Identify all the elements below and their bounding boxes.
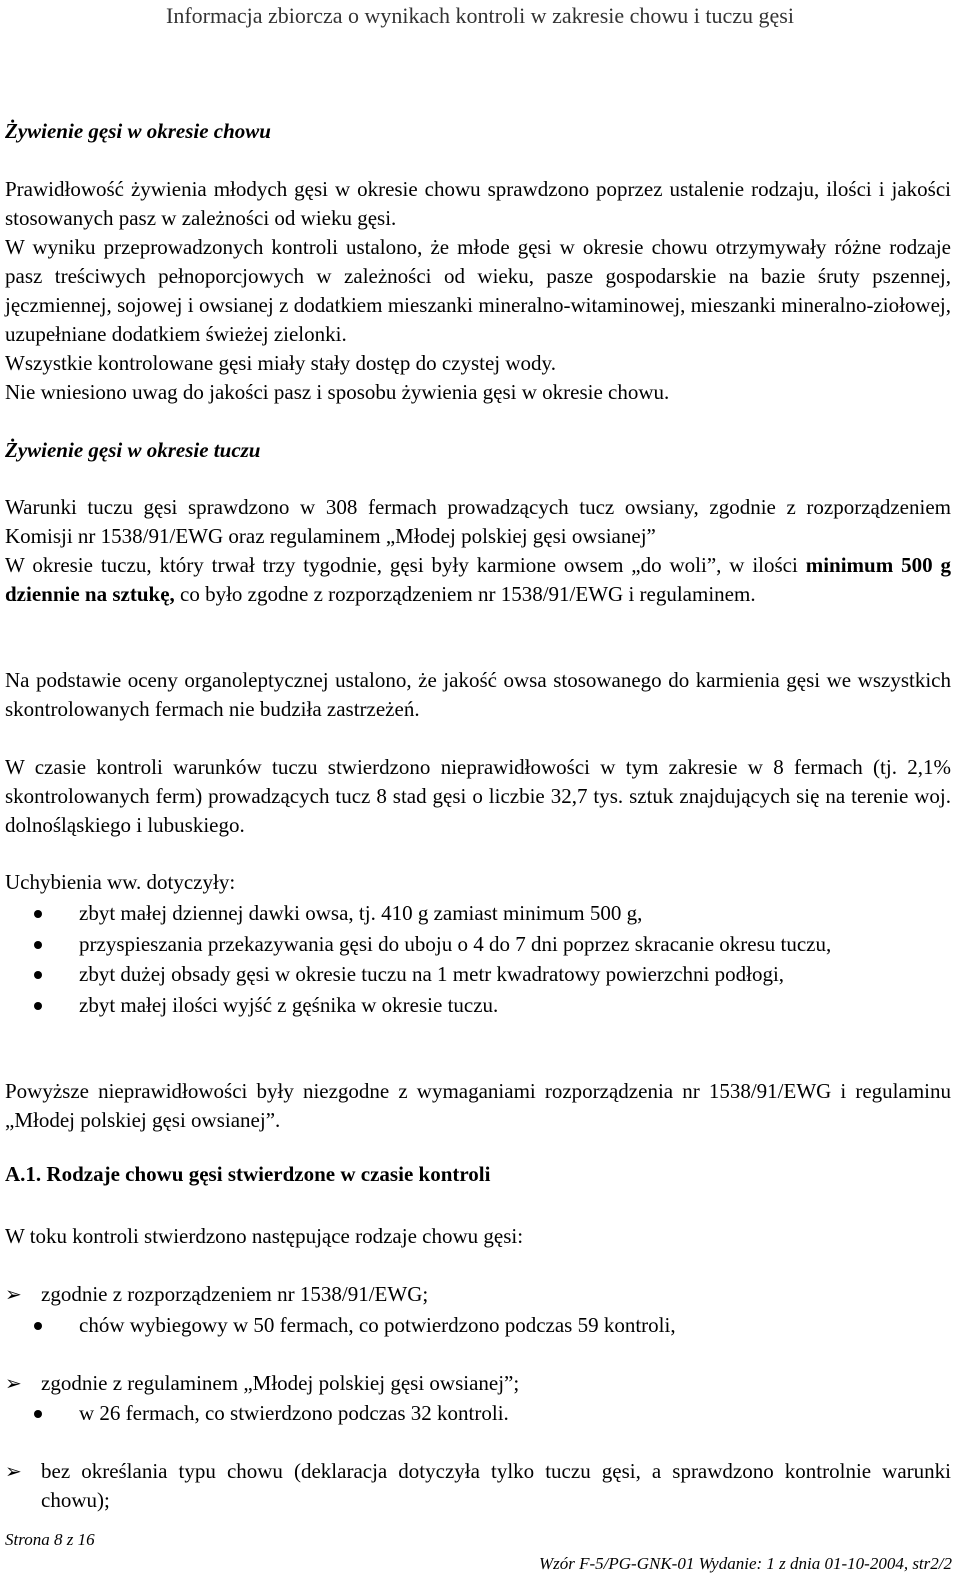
paragraph bbox=[5, 493, 951, 609]
paragraph-text: Na podstawie oceny organoleptycznej ustalono, że jakość owsa stosowanego do karmienia gęsi we wszystkich skontrolowanych fermach nie budziła zastrzeżeń. bbox=[5, 668, 951, 721]
text-run: W okresie tuczu, który trwał trzy tygodnie, gęsi były karmione owsem „do woli”, w ilości bbox=[5, 553, 806, 577]
paragraph-text bbox=[5, 551, 951, 609]
section-heading-feeding-rearing: Żywienie gęsi w okresie chowu bbox=[5, 119, 271, 143]
section-heading-feeding-fattening: Żywienie gęsi w okresie tuczu bbox=[5, 438, 261, 462]
paragraph-text: Wszystkie kontrolowane gęsi miały stały dostęp do czystej wody. bbox=[5, 351, 556, 375]
section-heading-rearing-types: A.1. Rodzaje chowu gęsi stwierdzone w czasie kontroli bbox=[5, 1162, 491, 1186]
text-run-bold: minimum 500 g dziennie na sztukę, bbox=[5, 553, 951, 606]
list-item-text: zgodnie z regulaminem „Młodej polskiej gęsi owsianej”; bbox=[41, 1371, 520, 1395]
arrow-bullet-icon: ➢ bbox=[5, 1282, 22, 1306]
paragraph-text: Powyższe nieprawidłowości były niezgodne z wymaganiami rozporządzenia nr 1538/91/EWG i regulaminu „Młodej polskiej gęsi owsianej”. bbox=[5, 1079, 951, 1132]
arrow-bullet-icon: ➢ bbox=[5, 1459, 22, 1483]
list-item: zbyt dużej obsady gęsi w okresie tuczu na 1 metr kwadratowy powierzchni podłogi, bbox=[5, 960, 951, 989]
form-reference: Wzór F-5/PG-GNK-01 Wydanie: 1 z dnia 01-10-2004, str2/2 bbox=[538, 1554, 952, 1573]
paragraph bbox=[5, 666, 951, 724]
arrow-list-item bbox=[5, 1280, 951, 1309]
paragraph-text: Uchybienia ww. dotyczyły: bbox=[5, 870, 236, 894]
list-item bbox=[5, 1369, 951, 1428]
list-item: zbyt małej ilości wyjść z gęśnika w okresie tuczu. bbox=[5, 991, 951, 1020]
text-run: co było zgodne z rozporządzeniem nr 1538/91/EWG i regulaminem. bbox=[174, 582, 756, 606]
paragraph bbox=[5, 175, 951, 407]
paragraph bbox=[5, 1077, 951, 1135]
list-item: w 26 fermach, co stwierdzono podczas 32 kontroli. bbox=[5, 1399, 951, 1428]
page-header: Informacja zbiorcza o wynikach kontroli w zakresie chowu i tuczu gęsi bbox=[166, 3, 794, 28]
list-item: zbyt małej dziennej dawki owsa, tj. 410 g zamiast minimum 500 g, bbox=[5, 899, 951, 928]
paragraph-text: W toku kontroli stwierdzono następujące rodzaje chowu gęsi: bbox=[5, 1224, 524, 1248]
paragraph bbox=[5, 1222, 951, 1251]
paragraph-text: W czasie kontroli warunków tuczu stwierdzono nieprawidłowości w tym zakresie w 8 fermach (tj. 2,1% skontrolowanych ferm) prowadzących tucz 8 stad gęsi o liczbie 32,7 tys. sztuk znajdujących się na terenie woj. dolnośląskiego i lubuskiego. bbox=[5, 755, 951, 837]
paragraph-text: Nie wniesiono uwag do jakości pasz i sposobu żywienia gęsi w okresie chowu. bbox=[5, 380, 670, 404]
paragraph bbox=[5, 753, 951, 840]
list-item bbox=[5, 1457, 951, 1515]
paragraph-text: Warunki tuczu gęsi sprawdzono w 308 fermach prowadzących tucz owsiany, zgodnie z rozporządzeniem Komisji nr 1538/91/EWG oraz regulaminem „Młodej polskiej gęsi owsianej” bbox=[5, 495, 951, 548]
page-number: Strona 8 z 16 bbox=[5, 1530, 95, 1549]
paragraph-text: Prawidłowość żywienia młodych gęsi w okresie chowu sprawdzono poprzez ustalenie rodzaju, ilości i jakości stosowanych pasz w zależności od wieku gęsi. bbox=[5, 177, 951, 230]
list-item: chów wybiegowy w 50 fermach, co potwierdzono podczas 59 kontroli, bbox=[5, 1311, 951, 1340]
arrow-bullet-icon: ➢ bbox=[5, 1371, 22, 1395]
list-item bbox=[5, 1280, 951, 1340]
list-item-text: bez określania typu chowu (deklaracja dotyczyła tylko tuczu gęsi, a sprawdzono kontrolnie warunki chowu); bbox=[41, 1459, 951, 1512]
list-item-text: zgodnie z rozporządzeniem nr 1538/91/EWG; bbox=[41, 1282, 429, 1306]
arrow-list-item bbox=[5, 1457, 951, 1515]
list-item: przyspieszania przekazywania gęsi do uboju o 4 do 7 dni poprzez skracanie okresu tuczu, bbox=[5, 930, 951, 959]
paragraph-text: W wyniku przeprowadzonych kontroli ustalono, że młode gęsi w okresie chowu otrzymywały różne rodzaje pasz treściwych pełnoporcjowych w zależności od wieku, pasze gospodarskie na bazie śruty pszennej, jęczmiennej, sojowej i owsianej z dodatkiem mieszanki mineralno-witaminowej, mieszanki mineralno-ziołowej, uzupełniane dodatkiem świeżej zielonki. bbox=[5, 235, 951, 346]
paragraph bbox=[5, 868, 951, 1020]
arrow-list-item bbox=[5, 1369, 951, 1398]
